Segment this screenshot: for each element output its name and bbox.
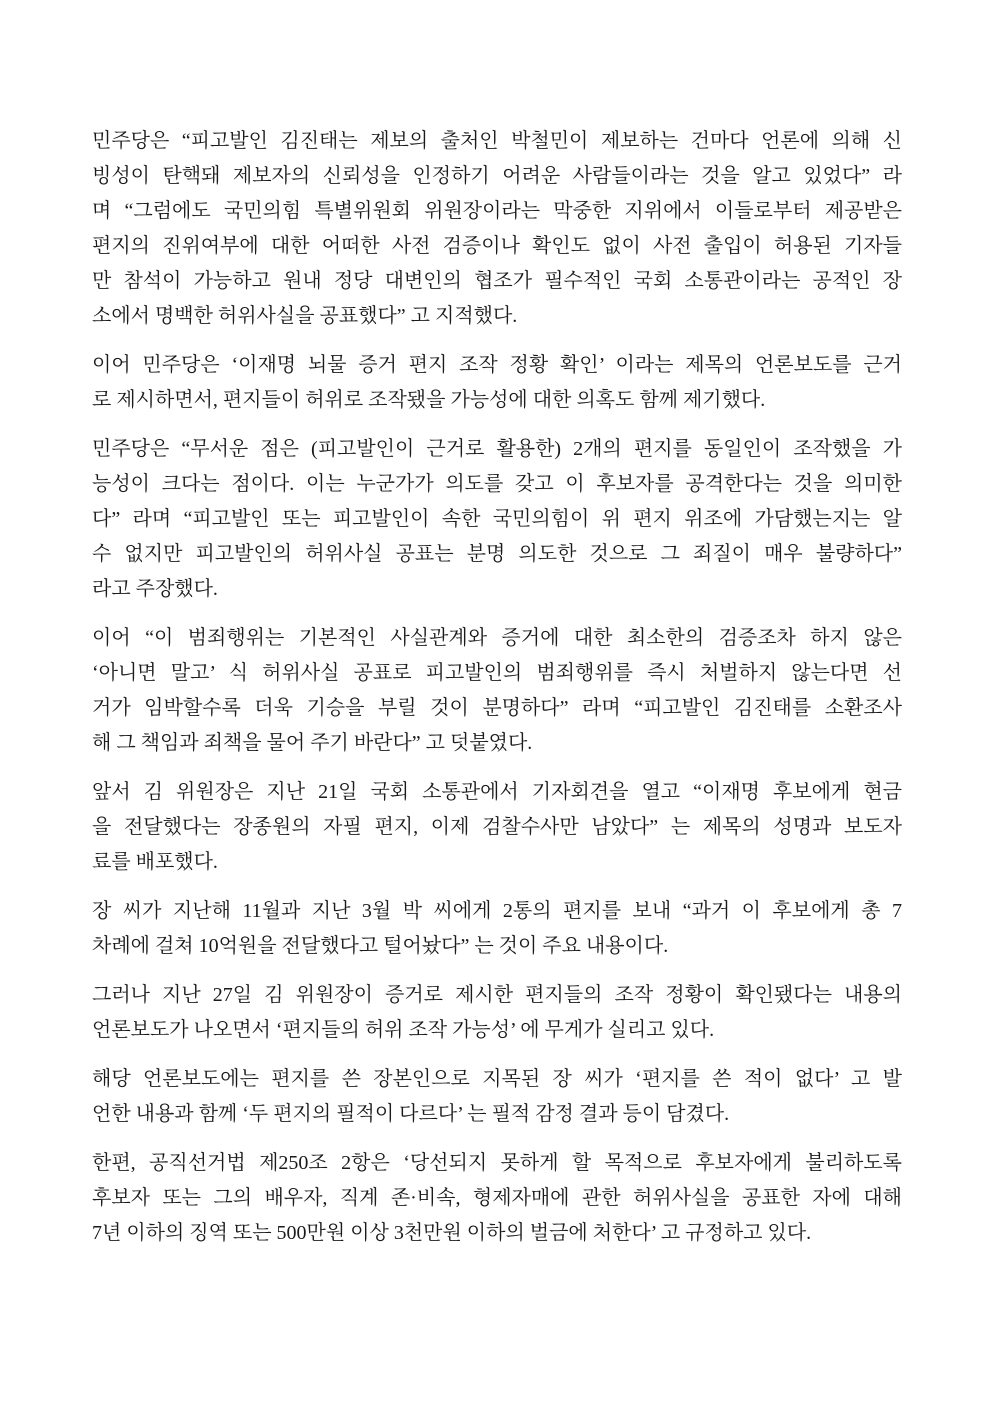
paragraph-line: 이어 “이 범죄행위는 기본적인 사실관계와 증거에 대한 최소한의 검증조차 하지 않은 — [92, 627, 902, 649]
paragraph-line: 거가 임박할수록 더욱 기승을 부릴 것이 분명하다” 라며 “피고발인 김진태를 소환조사 — [92, 697, 902, 719]
paragraph-line: 언론보도가 나오면서 ‘편지들의 허위 조작 가능성’ 에 무게가 실리고 있다. — [92, 1019, 715, 1041]
paragraph-line: 소에서 명백한 허위사실을 공표했다” 고 지적했다. — [92, 305, 518, 327]
paragraph-line: 다” 라며 “피고발인 또는 피고발인이 속한 국민의힘이 위 편지 위조에 가담했는지는 알 — [92, 508, 902, 530]
article-body — [92, 124, 902, 1251]
paragraph-line: 로 제시하면서, 편지들이 허위로 조작됐을 가능성에 대한 의혹도 함께 제기했다. — [92, 389, 766, 411]
paragraph-line: 앞서 김 위원장은 지난 21일 국회 소통관에서 기자회견을 열고 “이재명 후보에게 현금 — [92, 781, 902, 803]
paragraph-line: ‘아니면 말고’ 식 허위사실 공표로 피고발인의 범죄행위를 즉시 처벌하지 않는다면 선 — [92, 662, 902, 684]
paragraph-line: 민주당은 “무서운 점은 (피고발인이 근거로 활용한) 2개의 편지를 동일인이 조작했을 가 — [92, 438, 902, 460]
paragraph-line: 만 참석이 가능하고 원내 정당 대변인의 협조가 필수적인 국회 소통관이라는 공적인 장 — [92, 270, 902, 292]
paragraph — [92, 1146, 902, 1251]
paragraph — [92, 1062, 902, 1132]
paragraph — [92, 978, 902, 1048]
paragraph-line: 그러나 지난 27일 김 위원장이 증거로 제시한 편지들의 조작 정황이 확인됐다는 내용의 — [92, 984, 902, 1006]
paragraph-line: 을 전달했다는 장종원의 자필 편지, 이제 검찰수사만 남았다” 는 제목의 성명과 보도자 — [92, 816, 902, 838]
paragraph-line: 편지의 진위여부에 대한 어떠한 사전 검증이나 확인도 없이 사전 출입이 허용된 기자들 — [92, 235, 902, 257]
paragraph-line: 7년 이하의 징역 또는 500만원 이상 3천만원 이하의 벌금에 처한다’ 고 규정하고 있다. — [92, 1222, 812, 1244]
paragraph-line: 수 없지만 피고발인의 허위사실 공표는 분명 의도한 것으로 그 죄질이 매우 불량하다” — [92, 543, 902, 565]
paragraph-line: 민주당은 “피고발인 김진태는 제보의 출처인 박철민이 제보하는 건마다 언론에 의해 신 — [92, 130, 902, 152]
paragraph-line: 언한 내용과 함께 ‘두 편지의 필적이 다르다’ 는 필적 감정 결과 등이 담겼다. — [92, 1103, 730, 1125]
paragraph-line: 해당 언론보도에는 편지를 쓴 장본인으로 지목된 장 씨가 ‘편지를 쓴 적이 없다’ 고 발 — [92, 1068, 902, 1090]
paragraph-line: 능성이 크다는 점이다. 이는 누군가가 의도를 갖고 이 후보자를 공격한다는 것을 의미한 — [92, 473, 902, 495]
paragraph-line: 빙성이 탄핵돼 제보자의 신뢰성을 인정하기 어려운 사람들이라는 것을 알고 있었다” 라 — [92, 165, 902, 187]
paragraph — [92, 432, 902, 607]
paragraph-line: 라고 주장했다. — [92, 578, 218, 600]
paragraph-line: 후보자 또는 그의 배우자, 직계 존·비속, 형제자매에 관한 허위사실을 공표한 자에 대해 — [92, 1187, 902, 1209]
paragraph — [92, 124, 902, 334]
paragraph-line: 한편, 공직선거법 제250조 2항은 ‘당선되지 못하게 할 목적으로 후보자에게 불리하도록 — [92, 1152, 902, 1174]
paragraph-line: 해 그 책임과 죄책을 물어 주기 바란다” 고 덧붙였다. — [92, 732, 533, 754]
paragraph-line: 이어 민주당은 ‘이재명 뇌물 증거 편지 조작 정황 확인’ 이라는 제목의 언론보도를 근거 — [92, 354, 902, 376]
paragraph — [92, 775, 902, 880]
paragraph — [92, 894, 902, 964]
paragraph-line: 며 “그럼에도 국민의힘 특별위원회 위원장이라는 막중한 지위에서 이들로부터 제공받은 — [92, 200, 902, 222]
paragraph-line: 차례에 걸쳐 10억원을 전달했다고 털어놨다” 는 것이 주요 내용이다. — [92, 935, 669, 957]
paragraph-line: 료를 배포했다. — [92, 851, 218, 873]
paragraph — [92, 348, 902, 418]
paragraph-line: 장 씨가 지난해 11월과 지난 3월 박 씨에게 2통의 편지를 보내 “과거 이 후보에게 총 7 — [92, 900, 902, 922]
paragraph — [92, 621, 902, 761]
